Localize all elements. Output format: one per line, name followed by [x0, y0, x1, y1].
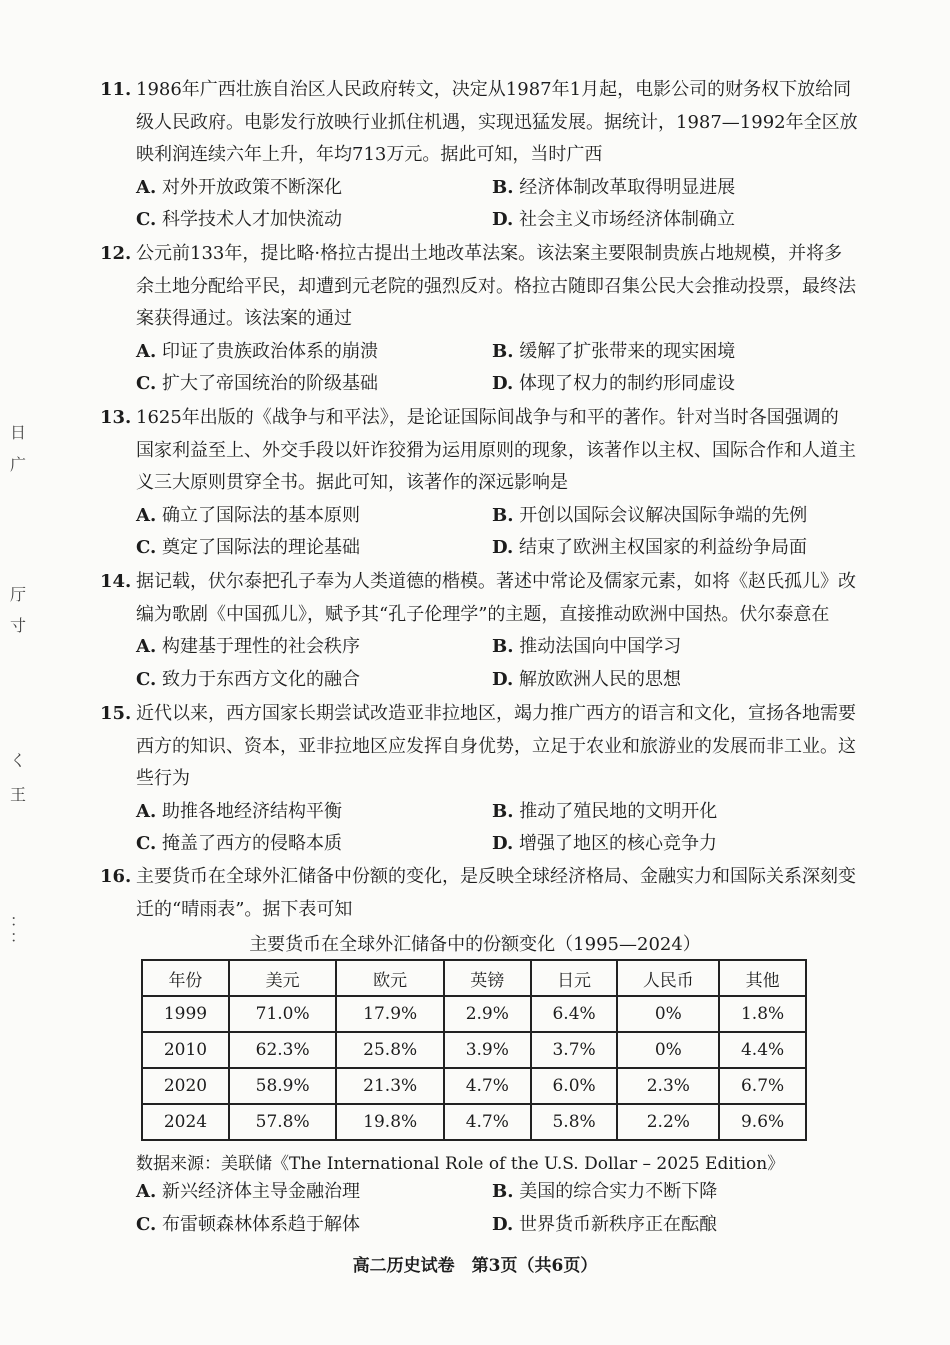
- option-d: D. 增强了地区的核心竞争力: [492, 833, 717, 854]
- option-c: C. 掩盖了西方的侵略本质: [136, 833, 343, 854]
- question-stem-line: 1986年广西壮族自治区人民政府转文，决定从1987年1月起，电影公司的财务权下放给同: [136, 79, 852, 100]
- question-stem-line: 主要货币在全球外汇储备中份额的变化，是反映全球经济格局、金融实力和国际关系深刻变: [136, 866, 856, 887]
- question-16: [100, 861, 860, 926]
- option-c: C. 扩大了帝国统治的阶级基础: [136, 373, 379, 394]
- question-number: 11.: [100, 79, 132, 100]
- question-number: 12.: [100, 243, 132, 264]
- table-cell: 3.7%: [531, 1032, 618, 1068]
- table-cell: 2.3%: [617, 1068, 719, 1104]
- table-header: 人民币: [617, 960, 719, 996]
- table-cell: 2024: [142, 1104, 229, 1140]
- table-cell: 0%: [617, 996, 719, 1032]
- table-cell: 1999: [142, 996, 229, 1032]
- table-cell: 4.4%: [719, 1032, 806, 1068]
- reserve-share-table: [141, 959, 807, 1141]
- table-header: 其他: [719, 960, 806, 996]
- table-cell: 1.8%: [719, 996, 806, 1032]
- table-cell: 6.0%: [531, 1068, 618, 1104]
- option-b: B. 开创以国际会议解决国际争端的先例: [492, 504, 808, 526]
- option-d: D. 体现了权力的制约形同虚设: [492, 373, 735, 394]
- question-stem-line: 国家利益至上、外交手段以奸诈狡猾为运用原则的现象，该著作以主权、国际合作和人道主: [136, 439, 856, 461]
- margin-mark: 广: [10, 455, 27, 474]
- question-stem-line: 案获得通过。该法案的通过: [136, 308, 352, 329]
- option-c: C. 奠定了国际法的理论基础: [136, 537, 361, 558]
- margin-mark: 厅: [10, 585, 27, 604]
- option-b: B. 推动了殖民地的文明开化: [492, 800, 718, 822]
- option-a: A. 构建基于理性的社会秩序: [136, 636, 360, 657]
- question-14: [100, 566, 860, 696]
- table-cell: 6.7%: [719, 1068, 806, 1104]
- option-d: D. 结束了欧洲主权国家的利益纷争局面: [492, 537, 807, 558]
- question-number: 14.: [100, 571, 132, 592]
- table-row: [142, 1104, 806, 1140]
- table-cell: 4.7%: [444, 1104, 531, 1140]
- question-number: 16.: [100, 866, 132, 887]
- question-stem-line: 迁的“晴雨表”。据下表可知: [136, 898, 353, 920]
- table-cell: 2020: [142, 1068, 229, 1104]
- question-13: [100, 402, 860, 565]
- option-d: D. 社会主义市场经济体制确立: [492, 209, 735, 230]
- option-a: A. 新兴经济体主导金融治理: [136, 1181, 360, 1202]
- table-cell: 2.9%: [444, 996, 531, 1032]
- question-stem-line: 映利润连续六年上升，年均713万元。据此可知，当时广西: [136, 144, 603, 165]
- option-c: C. 科学技术人才加快流动: [136, 209, 343, 230]
- table-cell: 4.7%: [444, 1068, 531, 1104]
- question-stem-line: 级人民政府。电影发行放映行业抓住机遇，实现迅猛发展。据统计，1987—1992年全区放: [136, 111, 858, 133]
- table-cell: 2010: [142, 1032, 229, 1068]
- table-header: 年份: [142, 960, 229, 996]
- question-12: [100, 238, 860, 401]
- margin-mark: 王: [10, 785, 27, 804]
- table-header-row: [142, 960, 806, 996]
- question-11: [100, 74, 860, 237]
- option-a: A. 确立了国际法的基本原则: [136, 504, 360, 526]
- table-cell: 9.6%: [719, 1104, 806, 1140]
- option-c: C. 致力于东西方文化的融合: [136, 668, 361, 690]
- option-b: B. 美国的综合实力不断下降: [492, 1181, 718, 1202]
- table-cell: 19.8%: [336, 1104, 444, 1140]
- question-stem-line: 些行为: [136, 768, 190, 789]
- question-stem-line: 编为歌剧《中国孤儿》，赋予其“孔子伦理学”的主题，直接推动欧洲中国热。伏尔泰意在: [136, 603, 830, 625]
- table-cell: 0%: [617, 1032, 719, 1068]
- question-15: [100, 698, 860, 861]
- table-source-note: 数据来源：美联储《The International Role of the U.S. Dollar – 2025 Edition》: [136, 1154, 785, 1174]
- table-header: 欧元: [336, 960, 444, 996]
- margin-mark: 寸: [10, 616, 27, 635]
- option-b: B. 缓解了扩张带来的现实困境: [492, 340, 736, 362]
- margin-mark: 日: [10, 423, 27, 442]
- table-cell: 3.9%: [444, 1032, 531, 1068]
- option-d: D. 解放欧洲人民的思想: [492, 668, 681, 690]
- question-stem-line: 近代以来，西方国家长期尝试改造亚非拉地区，竭力推广西方的语言和文化，宣扬各地需要: [136, 703, 856, 724]
- question-stem-line: 余土地分配给平民，却遭到元老院的强烈反对。格拉古随即召集公民大会推动投票，最终法: [136, 275, 856, 297]
- table-cell: 2.2%: [617, 1104, 719, 1140]
- table-header: 美元: [229, 960, 337, 996]
- table-cell: 5.8%: [531, 1104, 618, 1140]
- table-cell: 17.9%: [336, 996, 444, 1032]
- table-header: 英镑: [444, 960, 531, 996]
- table-row: [142, 1068, 806, 1104]
- page-footer: 高二历史试卷 第3页（共6页）: [352, 1256, 598, 1276]
- margin-mark: ：: [10, 927, 27, 946]
- question-stem-line: 西方的知识、资本，亚非拉地区应发挥自身优势，立足于农业和旅游业的发展而非工业。这: [136, 735, 856, 757]
- question-stem-line: 1625年出版的《战争与和平法》，是论证国际间战争与和平的著作。针对当时各国强调的: [136, 407, 839, 428]
- question-16-options: [100, 1176, 860, 1241]
- question-number: 13.: [100, 407, 132, 428]
- table-header: 日元: [531, 960, 618, 996]
- table-row: [142, 996, 806, 1032]
- option-b: B. 经济体制改革取得明显进展: [492, 176, 736, 198]
- question-number: 15.: [100, 703, 132, 724]
- option-d: D. 世界货币新秩序正在酝酿: [492, 1213, 717, 1235]
- option-a: A. 助推各地经济结构平衡: [136, 800, 342, 822]
- table-cell: 57.8%: [229, 1104, 337, 1140]
- question-stem-line: 公元前133年，提比略·格拉古提出土地改革法案。该法案主要限制贵族占地规模，并将多: [136, 243, 843, 264]
- margin-mark: く: [10, 751, 27, 770]
- table-row: [142, 1032, 806, 1068]
- table-cell: 6.4%: [531, 996, 618, 1032]
- table-cell: 62.3%: [229, 1032, 337, 1068]
- option-b: B. 推动法国向中国学习: [492, 636, 682, 657]
- table-cell: 25.8%: [336, 1032, 444, 1068]
- question-stem-line: 义三大原则贯穿全书。据此可知，该著作的深远影响是: [136, 472, 568, 493]
- table-cell: 21.3%: [336, 1068, 444, 1104]
- question-stem-line: 据记载，伏尔泰把孔子奉为人类道德的楷模。著述中常论及儒家元素，如将《赵氏孤儿》改: [136, 571, 856, 592]
- option-c: C. 布雷顿森林体系趋于解体: [136, 1213, 361, 1235]
- option-a: A. 对外开放政策不断深化: [136, 176, 342, 198]
- table-cell: 71.0%: [229, 996, 337, 1032]
- table-title: 主要货币在全球外汇储备中的份额变化（1995—2024）: [249, 934, 701, 955]
- table-cell: 58.9%: [229, 1068, 337, 1104]
- option-a: A. 印证了贵族政治体系的崩溃: [136, 340, 378, 362]
- margin-mark: ：: [10, 911, 27, 930]
